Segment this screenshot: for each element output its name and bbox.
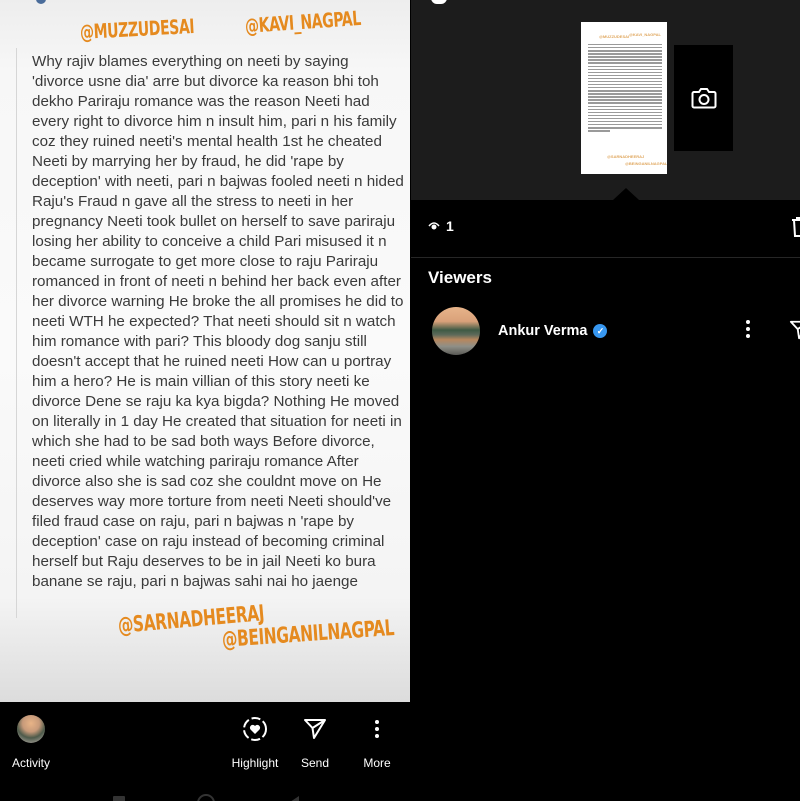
viewer-options-button[interactable]	[745, 319, 751, 344]
activity-avatar-icon	[17, 715, 45, 743]
highlight-heart-icon	[225, 712, 285, 746]
views-count[interactable]	[428, 218, 454, 234]
mention-tag[interactable]: @MUZZUDESAI	[79, 14, 195, 44]
trash-icon	[791, 216, 800, 238]
viewer-name[interactable]	[498, 323, 607, 339]
viewer-name-text: Ankur Verma	[498, 323, 588, 339]
more-vertical-icon	[352, 712, 402, 746]
send-icon	[789, 319, 800, 341]
insights-panel	[411, 0, 800, 801]
back-icon[interactable]	[290, 796, 299, 801]
viewer-send-button[interactable]	[789, 319, 800, 346]
viewer-avatar[interactable]	[432, 307, 480, 355]
more-button[interactable]	[352, 712, 402, 770]
mention-tag[interactable]: @KAVI_NAGPAL	[244, 5, 362, 38]
delete-button[interactable]	[791, 216, 800, 243]
thumb-tag: @MUZZUDESAI	[599, 34, 630, 39]
selected-pointer	[613, 188, 639, 200]
story-thumbnail[interactable]	[581, 22, 667, 174]
thumb-text-lines	[588, 44, 662, 133]
camera-icon	[691, 86, 717, 110]
story-top-indicator	[36, 0, 46, 4]
settings-icon[interactable]	[431, 0, 447, 4]
more-label: More	[363, 756, 391, 770]
add-story-tile[interactable]	[674, 45, 733, 151]
stats-row	[411, 200, 800, 258]
thumb-tag: @SARNADHEERAJ	[607, 154, 645, 159]
viewer-row[interactable]	[411, 305, 800, 359]
activity-label: Activity	[11, 756, 50, 770]
story-text: Why rajiv blames everything on neeti by saying 'divorce usne dia' arre but divorce ka reason bhi toh dekho Pariraju romance was the reason Neeti had every right to divorce him n insult him, pari n his family coz they ruined neeti's mental health 1st he cheated Neeti by marrying her by fraud, he did 'rape by deception' with neeti, pari n bajwas fooled neeti n hided Raju's Fraud n gave all the stress to neeti in her pregnancy Neeti took bullet on herself to save pariraju losing her ability to conceive a child Pari misused it n became surrogate to get more close to raju Pariraju romanced in front of neeti n behind her back even after her divorce warning He broke the all promises he did to neeti WTH he expected? That neeti should sit n watch him romance with pari? This bloody dog sanju still doesn't accept that he ruined neeti How can u portray him a hero? He is main villian of this story neeti ke divorce Dene se raju ka kya bigda? Nothing He moved on literally in 1 day He created that situation for neeti in which she had to be sad both ways Before divorce, neeti cried while watching pariraju romance After divorce also she is sad coz she couldnt move on He deserves way more torture from neeti Neeti should've filed fraud case on raju, pari n bajwas n 'rape by deception' case on raju instead of becoming criminal herself but Raju deserves to be in jail Neeti ko bura banane se raju, pari n bajwas sahi nai ho jaenge	[32, 53, 404, 590]
story-preview-strip	[411, 0, 800, 200]
thumb-tag: @KAVI_NAGPAL	[629, 32, 661, 37]
views-number: 1	[446, 218, 454, 234]
mention-tag[interactable]: @SARNADHEERAJ	[116, 601, 266, 639]
system-nav-bar	[0, 782, 410, 801]
highlight-button[interactable]	[225, 712, 285, 770]
home-icon[interactable]	[197, 794, 215, 801]
story-image[interactable]	[0, 0, 410, 702]
story-action-bar	[0, 702, 410, 782]
eye-icon	[428, 221, 440, 231]
verified-badge-icon: ✓	[593, 324, 607, 338]
thumb-tag: @BEINGANILNAGPAL	[625, 161, 667, 166]
highlight-label: Highlight	[231, 756, 279, 770]
activity-button[interactable]	[5, 712, 57, 770]
more-vertical-icon	[745, 319, 751, 339]
send-icon	[290, 712, 340, 746]
mention-tag[interactable]: @BEINGANILNAGPAL	[221, 616, 395, 653]
send-button[interactable]	[290, 712, 340, 770]
viewers-heading: Viewers	[428, 268, 492, 287]
send-label: Send	[300, 756, 330, 770]
recents-icon[interactable]	[113, 796, 125, 801]
